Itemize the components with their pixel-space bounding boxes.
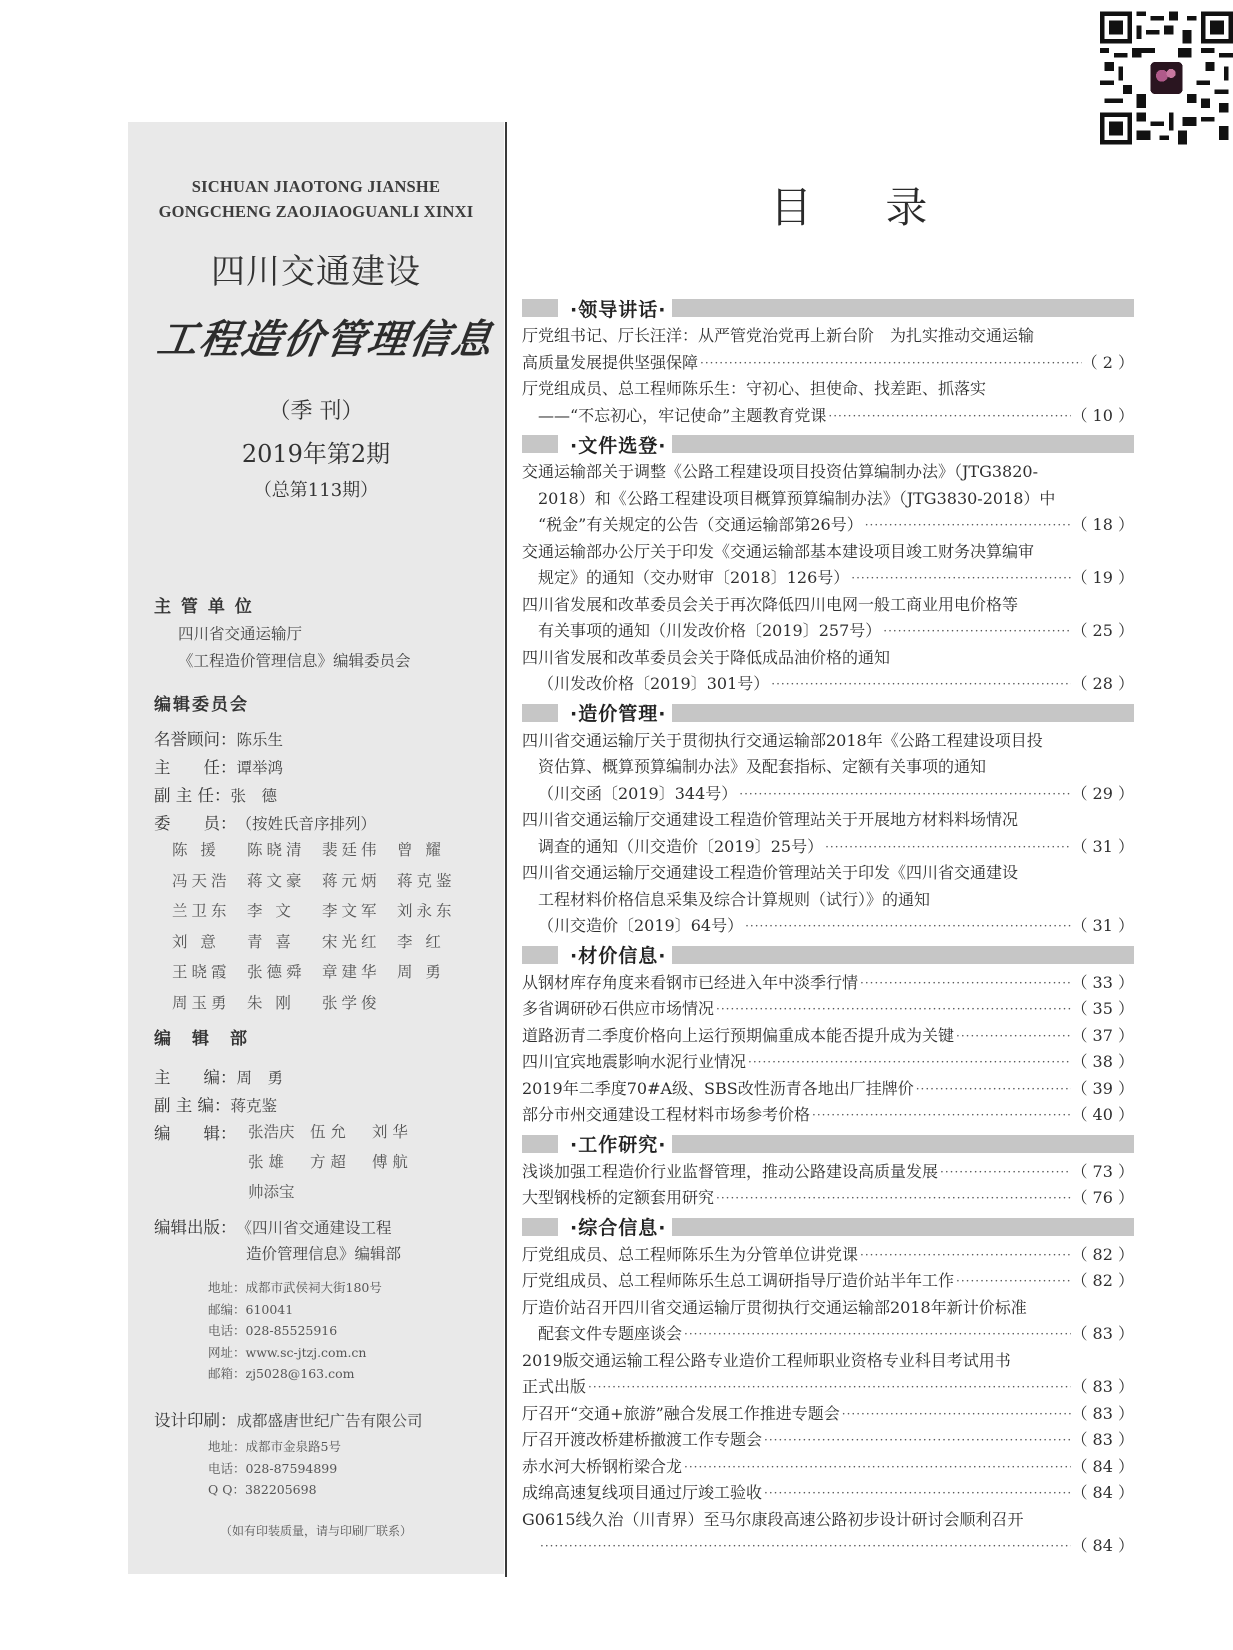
committee-member-list — [172, 838, 472, 1013]
toc-entry-title: 2019版交通运输工程公路专业造价工程师职业资格专业科目考试用书 — [522, 1350, 1011, 1370]
toc-entry-title: ——“不忘初心，牢记使命”主题教育党课 — [538, 405, 827, 425]
member-name: 王晓霞 — [172, 963, 231, 981]
editor-name: 傅 航 — [372, 1153, 408, 1171]
toc-entry[interactable] — [522, 1401, 1134, 1428]
toc-entry-title: 道路沥青二季度价格向上运行预期偏重成本能否提升成为关键 — [522, 1025, 955, 1045]
page-number: （ 83 ） — [1071, 1377, 1134, 1396]
sponsor-heading: 主 管 单 位 — [154, 597, 254, 617]
editor-name: 伍 允 — [310, 1123, 346, 1141]
leader-dots — [823, 834, 1071, 861]
section-bar-left — [522, 299, 558, 317]
toc-section-header — [522, 1214, 1134, 1240]
toc-entry[interactable] — [522, 1295, 1134, 1348]
toc-entry-title: 资估算、概算预算编制办法》及配套指标、定额有关事项的通知 — [538, 757, 987, 776]
toc-entry-title: 四川省交通运输厅交通建设工程造价管理站关于开展地方材料料场情况 — [522, 810, 1019, 829]
toc-entry[interactable] — [522, 1454, 1134, 1481]
publisher-line-2: 造价管理信息》编辑部 — [246, 1245, 402, 1263]
toc-entry[interactable] — [522, 1049, 1134, 1076]
leader-dots — [826, 403, 1071, 430]
leader-dots — [858, 970, 1071, 997]
section-bar-left — [522, 946, 558, 964]
toc-entry-title: 成绵高速复线项目通过厅竣工验收 — [522, 1483, 763, 1502]
section-label: ·工作研究· — [570, 1134, 667, 1156]
issue-number: 2019年第2期 — [241, 440, 391, 468]
qr-code-icon — [1100, 8, 1233, 148]
toc-entry-title: 厅党组成员、总工程师陈乐生：守初心、担使命、找差距、抓落实 — [522, 379, 987, 398]
member-name: 朱 刚 — [247, 993, 295, 1012]
toc-entry-title: （川交造价〔2019〕64号） — [538, 916, 744, 935]
publisher-postcode: 邮编：610041 — [208, 1301, 294, 1317]
section-bar-left — [522, 1135, 558, 1153]
editor-name — [434, 1120, 496, 1142]
committee-deputy: 副 主 任：张 德 — [154, 786, 278, 805]
leader-dots — [743, 913, 1071, 940]
member-name: 裴廷伟 — [322, 841, 381, 859]
page-number: （ 76 ） — [1071, 1188, 1134, 1207]
toc-entry-title: G0615线久治（川青界）至马尔康段高速公路初步设计研讨会顺利召开 — [522, 1509, 1024, 1529]
page-number: （ 31 ） — [1071, 836, 1134, 856]
printer-address: 地址：成都市金泉路5号 — [208, 1439, 341, 1454]
page-number: （ 39 ） — [1071, 1078, 1134, 1098]
toc-entry-title: 工程材料价格信息采集及综合计算规则（试行）》的通知 — [538, 889, 931, 909]
leader-dots — [762, 1427, 1071, 1454]
leader-dots — [810, 1102, 1071, 1129]
toc-entry[interactable] — [522, 645, 1134, 698]
toc-entry-title: 交通运输部办公厅关于印发《交通运输部基本建设项目竣工财务决算编审 — [522, 541, 1035, 561]
member-name: 章建华 — [322, 963, 381, 981]
toc-entry-title: 多省调研砂石供应市场情况 — [522, 999, 715, 1018]
page-number: （ 31 ） — [1071, 916, 1134, 935]
toc-entry-title: 配套文件专题座谈会 — [538, 1324, 683, 1343]
leader-dots — [746, 1049, 1071, 1076]
english-title-line-1: SICHUAN JIAOTONG JIANSHE — [191, 177, 441, 196]
toc-entry[interactable] — [522, 592, 1134, 645]
section-label: ·造价管理· — [570, 703, 667, 725]
printer-qq: Q Q：382205698 — [208, 1482, 317, 1497]
page-number: （ 29 ） — [1071, 783, 1134, 803]
leader-dots — [714, 996, 1071, 1023]
deputy-editor: 副 主 编：蒋克鉴 — [154, 1096, 278, 1115]
toc-entry-title: （川交函〔2019〕344号） — [538, 783, 738, 803]
toc-title: 目 录 — [770, 183, 958, 232]
committee-members-label: 委 员：（按姓氏音序排列） — [154, 814, 377, 833]
section-label: ·文件选登· — [570, 434, 667, 457]
toc-entry[interactable] — [522, 1185, 1134, 1212]
sponsor-line: 四川省交通运输厅 — [178, 625, 303, 643]
page-number: （ 83 ） — [1071, 1403, 1134, 1423]
member-name: 蒋文豪 — [247, 871, 306, 890]
member-name: 冯天浩 — [172, 871, 231, 890]
leader-dots — [938, 1159, 1071, 1186]
leader-dots — [682, 1454, 1071, 1481]
toc-entry-title: “税金”有关规定的公告（交通运输部第26号） — [538, 515, 863, 534]
page-number: （ 38 ） — [1071, 1052, 1134, 1071]
toc-entry[interactable] — [522, 1159, 1134, 1186]
toc-entry[interactable] — [522, 539, 1134, 592]
page-number: （ 19 ） — [1071, 568, 1134, 587]
publisher-phone: 电话：028-85525916 — [208, 1323, 338, 1338]
member-name: 周玉勇 — [172, 993, 231, 1012]
printer-contact — [208, 1436, 341, 1501]
toc-entry-title: 四川省发展和改革委员会关于降低成品油价格的通知 — [522, 647, 891, 667]
member-name: 张德舜 — [247, 963, 306, 981]
member-name: 李 红 — [397, 932, 445, 951]
member-name: 宋光红 — [322, 932, 381, 951]
page-number: （ 37 ） — [1071, 1025, 1134, 1045]
toc-entry-title: 从钢材库存角度来看钢市已经进入年中淡季行情 — [522, 972, 859, 992]
toc-entry[interactable] — [522, 807, 1134, 860]
member-name: 曾 耀 — [397, 841, 445, 859]
page-number: （ 82 ） — [1071, 1271, 1134, 1290]
member-name: 李文军 — [322, 902, 381, 920]
editor-name — [434, 1150, 496, 1172]
page-number: （ 25 ） — [1071, 621, 1134, 640]
calligraphy-title: 工程造价管理信息 — [154, 316, 497, 363]
editor-name: 刘 华 — [372, 1123, 408, 1141]
sponsor-line: 《工程造价管理信息》编辑委员会 — [178, 652, 411, 670]
member-name: 周 勇 — [397, 963, 445, 981]
toc-entry[interactable] — [522, 970, 1134, 997]
member-name: 张学俊 — [322, 993, 381, 1012]
toc-entry-title: 交通运输部关于调整《公路工程建设项目投资估算编制办法》（JTG3820- — [522, 462, 1038, 481]
member-name: 李 文 — [247, 902, 295, 920]
page-number: （ 83 ） — [1071, 1430, 1134, 1449]
editorial-heading: 编 辑 部 — [154, 1029, 249, 1049]
toc-entry-title: 四川宜宾地震影响水泥行业情况 — [522, 1052, 747, 1071]
toc-entry-title: 四川省交通运输厅关于贯彻执行交通运输部2018年《公路工程建设项目投 — [522, 730, 1043, 750]
page-number: （ 2 ） — [1081, 352, 1134, 372]
toc-entry-title: 四川省发展和改革委员会关于再次降低四川电网一般工商业用电价格等 — [522, 594, 1019, 614]
leader-dots — [586, 1374, 1071, 1401]
chinese-title: 四川交通建设 — [211, 252, 421, 292]
frequency: （季 刊） — [268, 399, 364, 424]
total-issue: （总第113期） — [253, 480, 379, 501]
toc-entry-title: 厅召开“交通+旅游”融合发展工作推进专题会 — [522, 1403, 840, 1423]
page-number: （ 83 ） — [1071, 1324, 1134, 1343]
toc-entry-title: （川发改价格〔2019〕301号） — [538, 674, 770, 693]
page-number: （ 84 ） — [1071, 1483, 1134, 1502]
publisher-website: 网址：www.sc-jtzj.com.cn — [208, 1344, 367, 1360]
section-bar-right — [672, 1135, 1134, 1153]
toc-entry-title: 厅党组成员、总工程师陈乐生总工调研指导厅造价站半年工作 — [522, 1271, 955, 1290]
member-name: 蒋元炳 — [322, 871, 381, 890]
section-bar-left — [522, 1218, 558, 1236]
member-name: 刘永东 — [397, 902, 456, 920]
toc-section-header — [522, 295, 1134, 321]
leader-dots — [954, 1023, 1071, 1050]
publisher-contact — [208, 1277, 382, 1385]
leader-dots — [538, 1533, 1071, 1560]
toc-entry[interactable] — [522, 1102, 1134, 1129]
page-number: （ 33 ） — [1071, 972, 1134, 992]
section-bar-right — [672, 946, 1134, 964]
toc-entry[interactable] — [522, 376, 1134, 429]
printer: 设计印刷：成都盛唐世纪广告有限公司 — [154, 1411, 423, 1430]
table-of-contents — [522, 293, 1134, 1560]
member-name: 刘 意 — [172, 932, 220, 951]
leader-dots — [840, 1401, 1072, 1428]
section-bar-left — [522, 435, 558, 453]
english-title-line-2: GONGCHENG ZAOJIAOGUANLI XINXI — [158, 202, 474, 221]
toc-entry-title: 浅谈加强工程造价行业监督管理，推动公路建设高质量发展 — [522, 1161, 939, 1181]
leader-dots — [682, 1321, 1071, 1348]
toc-entry-title: 赤水河大桥钢桁梁合龙 — [522, 1456, 683, 1476]
toc-entry[interactable] — [522, 1023, 1134, 1050]
member-name: 陈晓清 — [247, 841, 306, 859]
toc-entry-title: 正式出版 — [522, 1377, 587, 1396]
editor-list — [248, 1120, 478, 1202]
toc-section-header — [522, 700, 1134, 726]
publisher-email: 邮箱：zj5028@163.com — [208, 1366, 355, 1381]
leader-dots — [762, 1480, 1071, 1507]
member-name: 蒋克鉴 — [397, 871, 456, 890]
editor-name: 张 雄 — [248, 1153, 284, 1171]
toc-entry[interactable] — [522, 1507, 1134, 1560]
toc-section-header — [522, 431, 1134, 457]
leader-dots — [954, 1268, 1071, 1295]
leader-dots — [849, 565, 1071, 592]
toc-entry-title: 高质量发展提供坚强保障 — [522, 352, 699, 372]
quality-footnote: （如有印装质量，请与印刷厂联系） — [219, 1524, 412, 1538]
toc-section-header — [522, 942, 1134, 968]
chief-editor: 主 编：周 勇 — [154, 1068, 284, 1087]
leader-dots — [769, 671, 1071, 698]
section-bar-right — [672, 299, 1134, 317]
toc-entry[interactable] — [522, 1348, 1134, 1401]
page-number: （ 84 ） — [1071, 1536, 1134, 1555]
masthead-panel — [128, 122, 504, 1574]
page-number: （ 40 ） — [1071, 1105, 1134, 1124]
page-number: （ 10 ） — [1071, 405, 1134, 425]
section-bar-left — [522, 704, 558, 722]
toc-entry-title: 有关事项的通知（川发改价格〔2019〕257号） — [538, 621, 882, 640]
toc-entry[interactable] — [522, 1427, 1134, 1454]
page-number: （ 28 ） — [1071, 674, 1134, 693]
publisher-address: 地址：成都市武侯祠大街180号 — [208, 1280, 382, 1295]
toc-entry[interactable] — [522, 1242, 1134, 1269]
page-number: （ 73 ） — [1071, 1161, 1134, 1181]
toc-entry[interactable] — [522, 860, 1134, 940]
leader-dots — [858, 1242, 1071, 1269]
toc-entry-title: 厅党组书记、厅长汪洋：从严管党治党再上新台阶 为扎实推动交通运输 — [522, 326, 1035, 345]
editor-name: 方 超 — [310, 1153, 346, 1171]
leader-dots — [737, 781, 1071, 808]
printer-phone: 电话：028-87594899 — [208, 1460, 338, 1476]
toc-entry-title: 四川省交通运输厅交通建设工程造价管理站关于印发《四川省交通建设 — [522, 863, 1019, 882]
section-label: ·领导讲话· — [570, 298, 667, 321]
toc-entry-title: 厅造价站召开四川省交通运输厅贯彻执行交通运输部2018年新计价标准 — [522, 1297, 1027, 1317]
member-name: 青 喜 — [247, 932, 295, 951]
column-divider — [505, 122, 507, 1577]
leader-dots — [714, 1185, 1071, 1212]
toc-entry-title: 调查的通知（川交造价〔2019〕25号） — [538, 836, 824, 856]
section-label: ·综合信息· — [570, 1217, 667, 1239]
leader-dots — [914, 1076, 1072, 1103]
editor-name: 张浩庆 — [248, 1123, 295, 1141]
toc-section-header — [522, 1131, 1134, 1157]
page-number: （ 18 ） — [1071, 515, 1134, 534]
toc-entry[interactable] — [522, 1076, 1134, 1103]
leader-dots — [881, 618, 1071, 645]
editors-label: 编 辑： — [154, 1124, 237, 1143]
toc-entry[interactable] — [522, 1480, 1134, 1507]
page-number: （ 35 ） — [1071, 999, 1134, 1018]
leader-dots — [863, 512, 1072, 539]
toc-entry-title: 大型钢栈桥的定额套用研究 — [522, 1188, 715, 1207]
toc-entry-title: 2018）和《公路工程建设项目概算预算编制办法》（JTG3830-2018）中 — [538, 488, 1056, 508]
toc-entry-title: 部分市州交通建设工程材料市场参考价格 — [522, 1105, 811, 1124]
section-bar-right — [672, 704, 1134, 722]
page-number: （ 84 ） — [1071, 1456, 1134, 1476]
section-label: ·材价信息· — [570, 945, 667, 967]
leader-dots — [698, 350, 1082, 377]
toc-entry[interactable] — [522, 728, 1134, 808]
page-number: （ 82 ） — [1071, 1244, 1134, 1264]
toc-entry-title: 厅召开渡改桥建桥撤渡工作专题会 — [522, 1430, 763, 1449]
toc-entry[interactable] — [522, 996, 1134, 1023]
committee-heading: 编辑委员会 — [154, 695, 249, 715]
section-bar-right — [672, 435, 1134, 453]
member-name: 陈 援 — [172, 841, 220, 859]
member-name: 兰卫东 — [172, 902, 231, 920]
toc-entry[interactable] — [522, 323, 1134, 376]
toc-entry-title: 2019年二季度70#A级、SBS改性沥青各地出厂挂牌价 — [522, 1078, 914, 1098]
toc-entry-title: 厅党组成员、总工程师陈乐生为分管单位讲党课 — [522, 1244, 859, 1264]
toc-entry[interactable] — [522, 1268, 1134, 1295]
committee-director: 主 任：谭举鸿 — [154, 758, 284, 777]
honorary-advisor: 名誉顾问：陈乐生 — [154, 730, 284, 749]
toc-entry[interactable] — [522, 459, 1134, 539]
toc-entry-title: 规定》的通知（交办财审〔2018〕126号） — [538, 568, 850, 587]
publisher: 编辑出版：《四川省交通建设工程 — [154, 1218, 392, 1237]
editor-name: 帅添宝 — [248, 1183, 295, 1201]
section-bar-right — [672, 1218, 1134, 1236]
